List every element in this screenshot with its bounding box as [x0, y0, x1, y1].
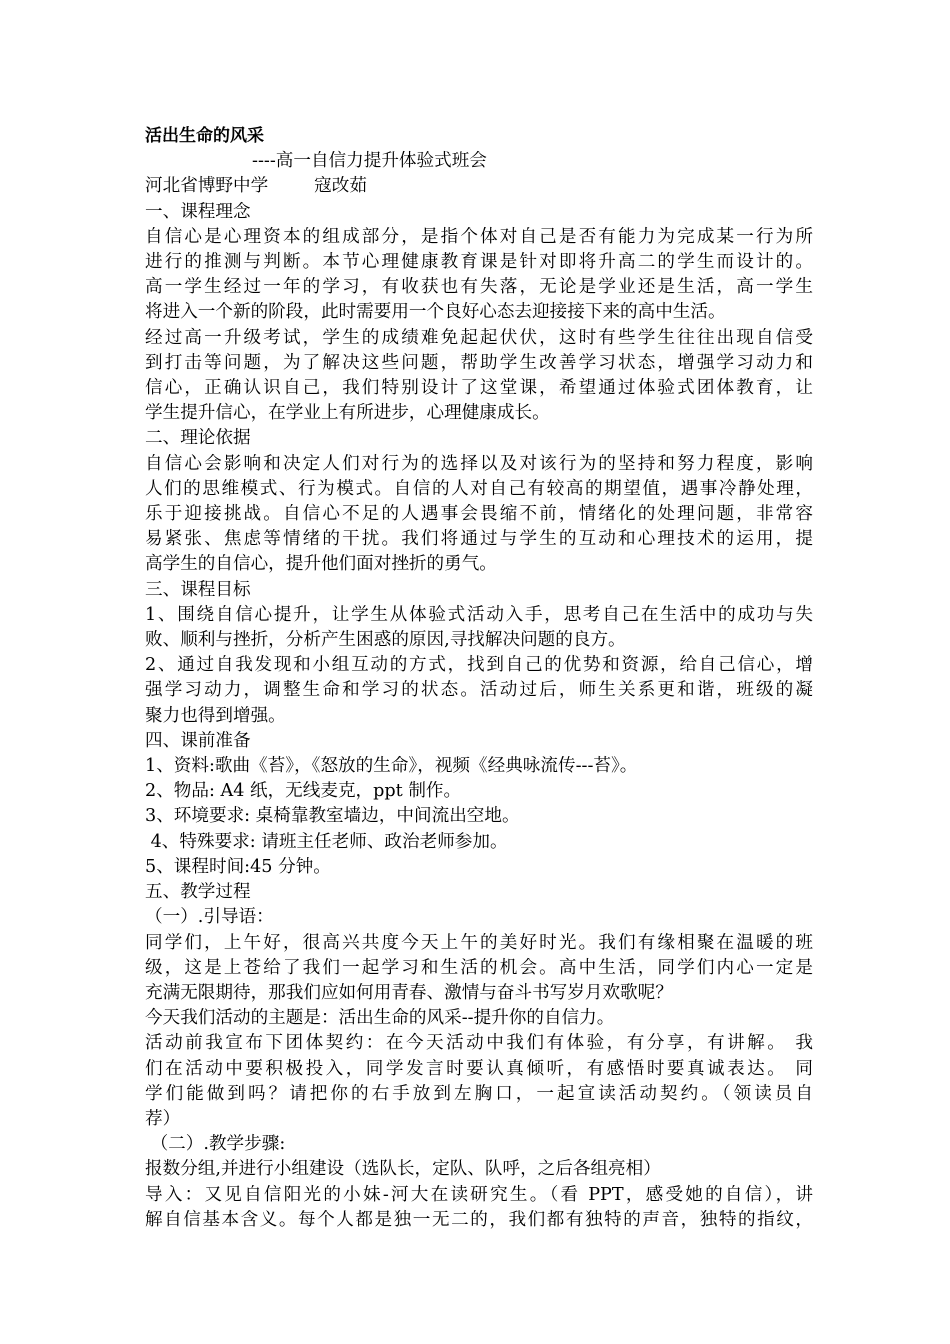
text-line: 聚力也得到增强。 — [145, 705, 286, 726]
text-line: 败、顺利与挫折，分析产生困惑的原因,寻找解决问题的良方。 — [145, 630, 626, 651]
body-lines — [145, 200, 813, 1233]
section-heading: 二、理论依据 — [145, 428, 251, 449]
text-line: 高学生的自信心，提升他们面对挫折的勇气。 — [145, 554, 497, 575]
text-line: 级，这是上苍给了我们一起学习和生活的机会。高中生活，同学们内心一定是 — [145, 957, 813, 978]
text-line: 们在活动中要积极投入，同学发言时要认真倾听，有感悟时要真诚表达。 同 — [145, 1058, 813, 1079]
text-line: 4、特殊要求: 请班主任老师、政治老师参加。 — [145, 831, 508, 852]
text-line: 乐于迎接挑战。自信心不足的人遇事会畏缩不前，情绪化的处理问题，非常容 — [145, 504, 813, 525]
text-line: 自信心是心理资本的组成部分，是指个体对自己是否有能力为完成某一行为所 — [145, 226, 813, 247]
text-line: 人们的思维模式、行为模式。自信的人对自己有较高的期望值，遇事冷静处理， — [145, 478, 813, 499]
text-line: （二）.教学步骤: — [145, 1134, 286, 1155]
text-line: 将进入一个新的阶段，此时需要用一个良好心态去迎接接下来的高中生活。 — [145, 302, 726, 323]
text-line: 荐） — [145, 1108, 181, 1129]
doc-title: 活出生命的风采 — [145, 126, 264, 146]
text-line: 易紧张、焦虑等情绪的干扰。我们将通过与学生的互动和心理技术的运用，提 — [145, 529, 813, 550]
text-line: 导入：又见自信阳光的小妹-河大在读研究生。（看 PPT，感受她的自信），讲 — [145, 1184, 813, 1205]
text-line: 强学习动力，调整生命和学习的状态。活动过后，师生关系更和谐，班级的凝 — [145, 680, 813, 701]
text-line: 5、课程时间:45 分钟。 — [145, 856, 331, 877]
text-line: 2、物品: A4 纸，无线麦克，ppt 制作。 — [145, 781, 462, 802]
text-line: 到打击等问题，为了解决这些问题，帮助学生改善学习状态，增强学习动力和 — [145, 352, 813, 373]
school-name: 河北省博野中学 — [145, 176, 269, 197]
text-line: 充满无限期待，那我们应如何用青春、激情与奋斗书写岁月欢歌呢？ — [145, 982, 673, 1003]
text-line: 解自信基本含义。每个人都是独一无二的，我们都有独特的声音，独特的指纹， — [145, 1209, 813, 1230]
text-line: 学生提升信心，在学业上有所进步，心理健康成长。 — [145, 403, 550, 424]
text-line: 经过高一升级考试，学生的成绩难免起起伏伏，这时有些学生往往出现自信受 — [145, 327, 813, 348]
text-line: 1、围绕自信心提升，让学生从体验式活动入手，思考自己在生活中的成功与失 — [145, 604, 813, 625]
text-line: 今天我们活动的主题是：活出生命的风采--提升你的自信力。 — [145, 1008, 615, 1029]
text-line: 高一学生经过一年的学习，有收获也有失落，无论是学业还是生活，高一学生 — [145, 277, 813, 298]
text-line: 报数分组,并进行小组建设（选队长，定队、队呼，之后各组亮相） — [145, 1159, 661, 1180]
author-line — [145, 174, 813, 199]
document-body — [145, 124, 813, 1233]
text-line: 信心，正确认识自己，我们特别设计了这堂课，希望通过体验式团体教育，让 — [145, 378, 813, 399]
text-line: （一）.引导语： — [145, 907, 274, 928]
text-line: 同学们，上午好，很高兴共度今天上午的美好时光。我们有缘相聚在温暖的班 — [145, 932, 813, 953]
section-heading: 一、课程理念 — [145, 201, 251, 222]
text-line: 2、通过自我发现和小组互动的方式，找到自己的优势和资源，给自己信心，增 — [145, 655, 813, 676]
text-line: 自信心会影响和决定人们对行为的选择以及对该行为的坚持和努力程度，影响 — [145, 453, 813, 474]
author-name: 寇改茹 — [314, 176, 367, 197]
text-line: 进行的推测与判断。本节心理健康教育课是针对即将升高二的学生而设计的。 — [145, 252, 813, 273]
text-line: 1、资料:歌曲《苔》，《怒放的生命》，视频《经典咏流传---苔》。 — [145, 756, 638, 777]
text-line: 3、环境要求: 桌椅靠教室墙边，中间流出空地。 — [145, 806, 520, 827]
section-heading: 四、课前准备 — [145, 730, 251, 751]
section-heading: 三、课程目标 — [145, 579, 251, 600]
section-heading: 五、教学过程 — [145, 882, 251, 903]
text-line: 活动前我宣布下团体契约：在今天活动中我们有体验，有分享，有讲解。 我 — [145, 1033, 813, 1054]
doc-subtitle: ----高一自信力提升体验式班会 — [252, 151, 487, 172]
text-line: 学们能做到吗？请把你的右手放到左胸口，一起宣读活动契约。（领读员自 — [145, 1083, 813, 1104]
